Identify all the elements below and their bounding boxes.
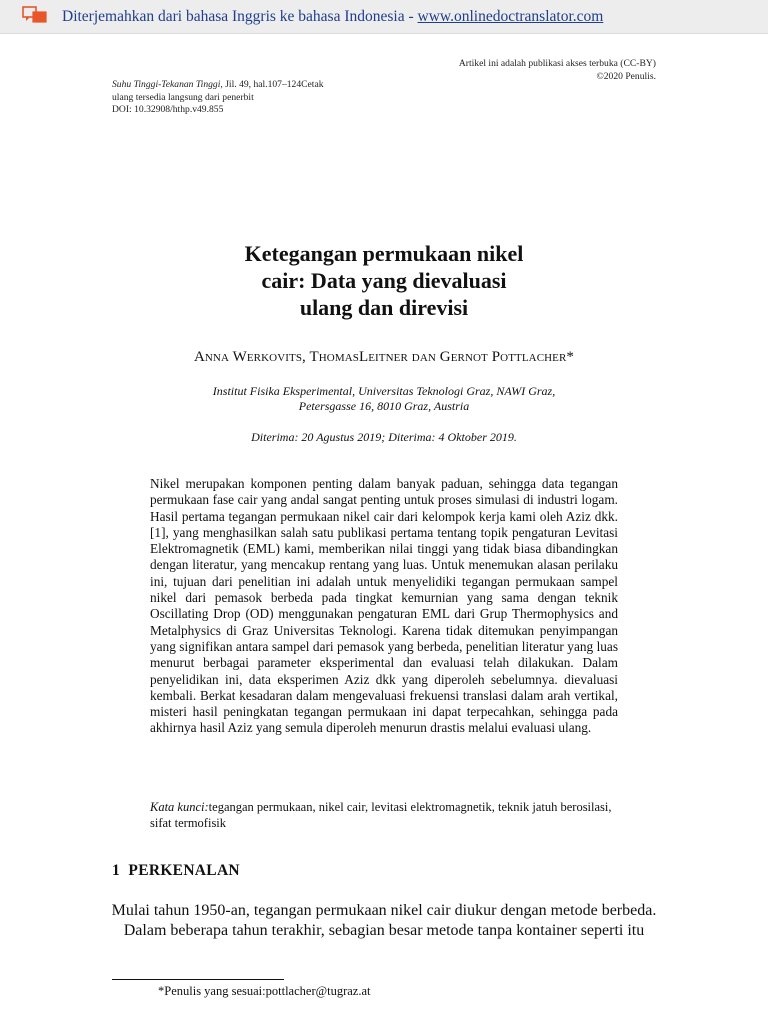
paper-title-line: Ketegangan permukaan nikel: [244, 241, 524, 266]
keywords-label: Kata kunci:: [150, 800, 209, 814]
translator-banner: [0, 0, 768, 34]
journal-citation: [112, 79, 324, 90]
paper-title-line: cair: Data yang dievaluasi: [261, 268, 507, 293]
translation-notice-text: Diterjemahkan dari bahasa Inggris ke bahasa Indonesia -: [62, 8, 418, 25]
translator-link[interactable]: www.onlinedoctranslator.com: [417, 8, 604, 25]
received-dates: Diterima: 20 Agustus 2019; Diterima: 4 Oktober 2019.: [251, 430, 517, 444]
journal-reprint-note: ulang tersedia langsung dari penerbit: [112, 92, 254, 103]
keywords-text: tegangan permukaan, nikel cair, levitasi elektromagnetik, teknik jatuh berosilasi, sifat termofisik: [150, 800, 612, 830]
affiliation-line: Petersgasse 16, 8010 Graz, Austria: [298, 399, 470, 413]
journal-doi: DOI: 10.32908/hthp.v49.855: [112, 104, 224, 115]
affiliation-line: Institut Fisika Eksperimental, Universitas Teknologi Graz, NAWI Graz,: [212, 384, 556, 398]
affiliation: [0, 384, 768, 414]
author-list: Anna Werkovits, ThomasLeitner dan Gernot Pottlacher*: [193, 349, 575, 365]
paper-title-line: ulang dan direvisi: [299, 295, 469, 320]
journal-volume: , Jil. 49, hal.107–124Cetak: [220, 79, 324, 90]
intro-paragraph: Mulai tahun 1950-an, tegangan permukaan nikel cair diukur dengan metode berbeda. Dalam beberapa tahun terakhir, sebagian besar metode tanpa kontainer seperti itu: [111, 902, 657, 939]
paper-title: [0, 240, 768, 321]
abstract: [150, 476, 618, 737]
section-title: PERKENALAN: [128, 862, 240, 879]
keywords: [150, 799, 618, 831]
translator-logo-icon: [22, 5, 48, 25]
corresponding-author-footnote: *Penulis yang sesuai:pottlacher@tugraz.at: [158, 984, 371, 998]
license-line: Artikel ini adalah publikasi akses terbuka (CC-BY): [458, 58, 656, 69]
footnote-divider: [112, 979, 284, 980]
copyright-line: ©2020 Penulis.: [596, 71, 656, 82]
translation-notice: [62, 8, 603, 26]
journal-name: Suhu Tinggi-Tekanan Tinggi: [112, 79, 221, 90]
section-heading: [112, 862, 240, 880]
section-number: 1: [112, 862, 121, 879]
abstract-text: Nikel merupakan komponen penting dalam banyak paduan, sehingga data tegangan permukaan fase cair yang andal sangat penting untuk proses simulasi di industri logam. Hasil pertama tegangan permukaan nikel cair dari kelompok kerja kami oleh Aziz dkk. [1], yang menghasilkan salah satu publikasi pertama tentang topik pengaturan Levitasi Elektromagnetik (EML) kami, memberikan nilai tinggi yang tidak biasa dibandingkan dengan literatur, yang mencakup rentang yang luas. Untuk menemukan alasan perilaku ini, tujuan dari penelitian ini adalah untuk menyelidiki tegangan permukaan sampel nikel dari pemasok berbeda pada tingkat kemurnian yang sama dengan teknik Oscillating Drop (OD) menggunakan pengaturan EML dari Grup Thermophysics and Metalphysics di Graz Universitas Teknologi. Karena tidak ditemukan penyimpangan yang signifikan antara sampel dari pemasok yang berbeda, penelitian literatur yang luas menurut berbagai parameter eksperimental dan evaluasi telah dilakukan. Dalam penyelidikan ini, data eksperimen Aziz dkk yang diperoleh sebelumnya. dievaluasi kembali. Berkat kesadaran dalam mengevaluasi frekuensi translasi dalam arah vertikal, misteri hasil peningkatan tegangan permukaan ini dapat terpecahkan, sehingga pada akhirnya hasil Aziz yang semula diperoleh menurun drastis melalui evaluasi ulang.: [150, 476, 618, 736]
